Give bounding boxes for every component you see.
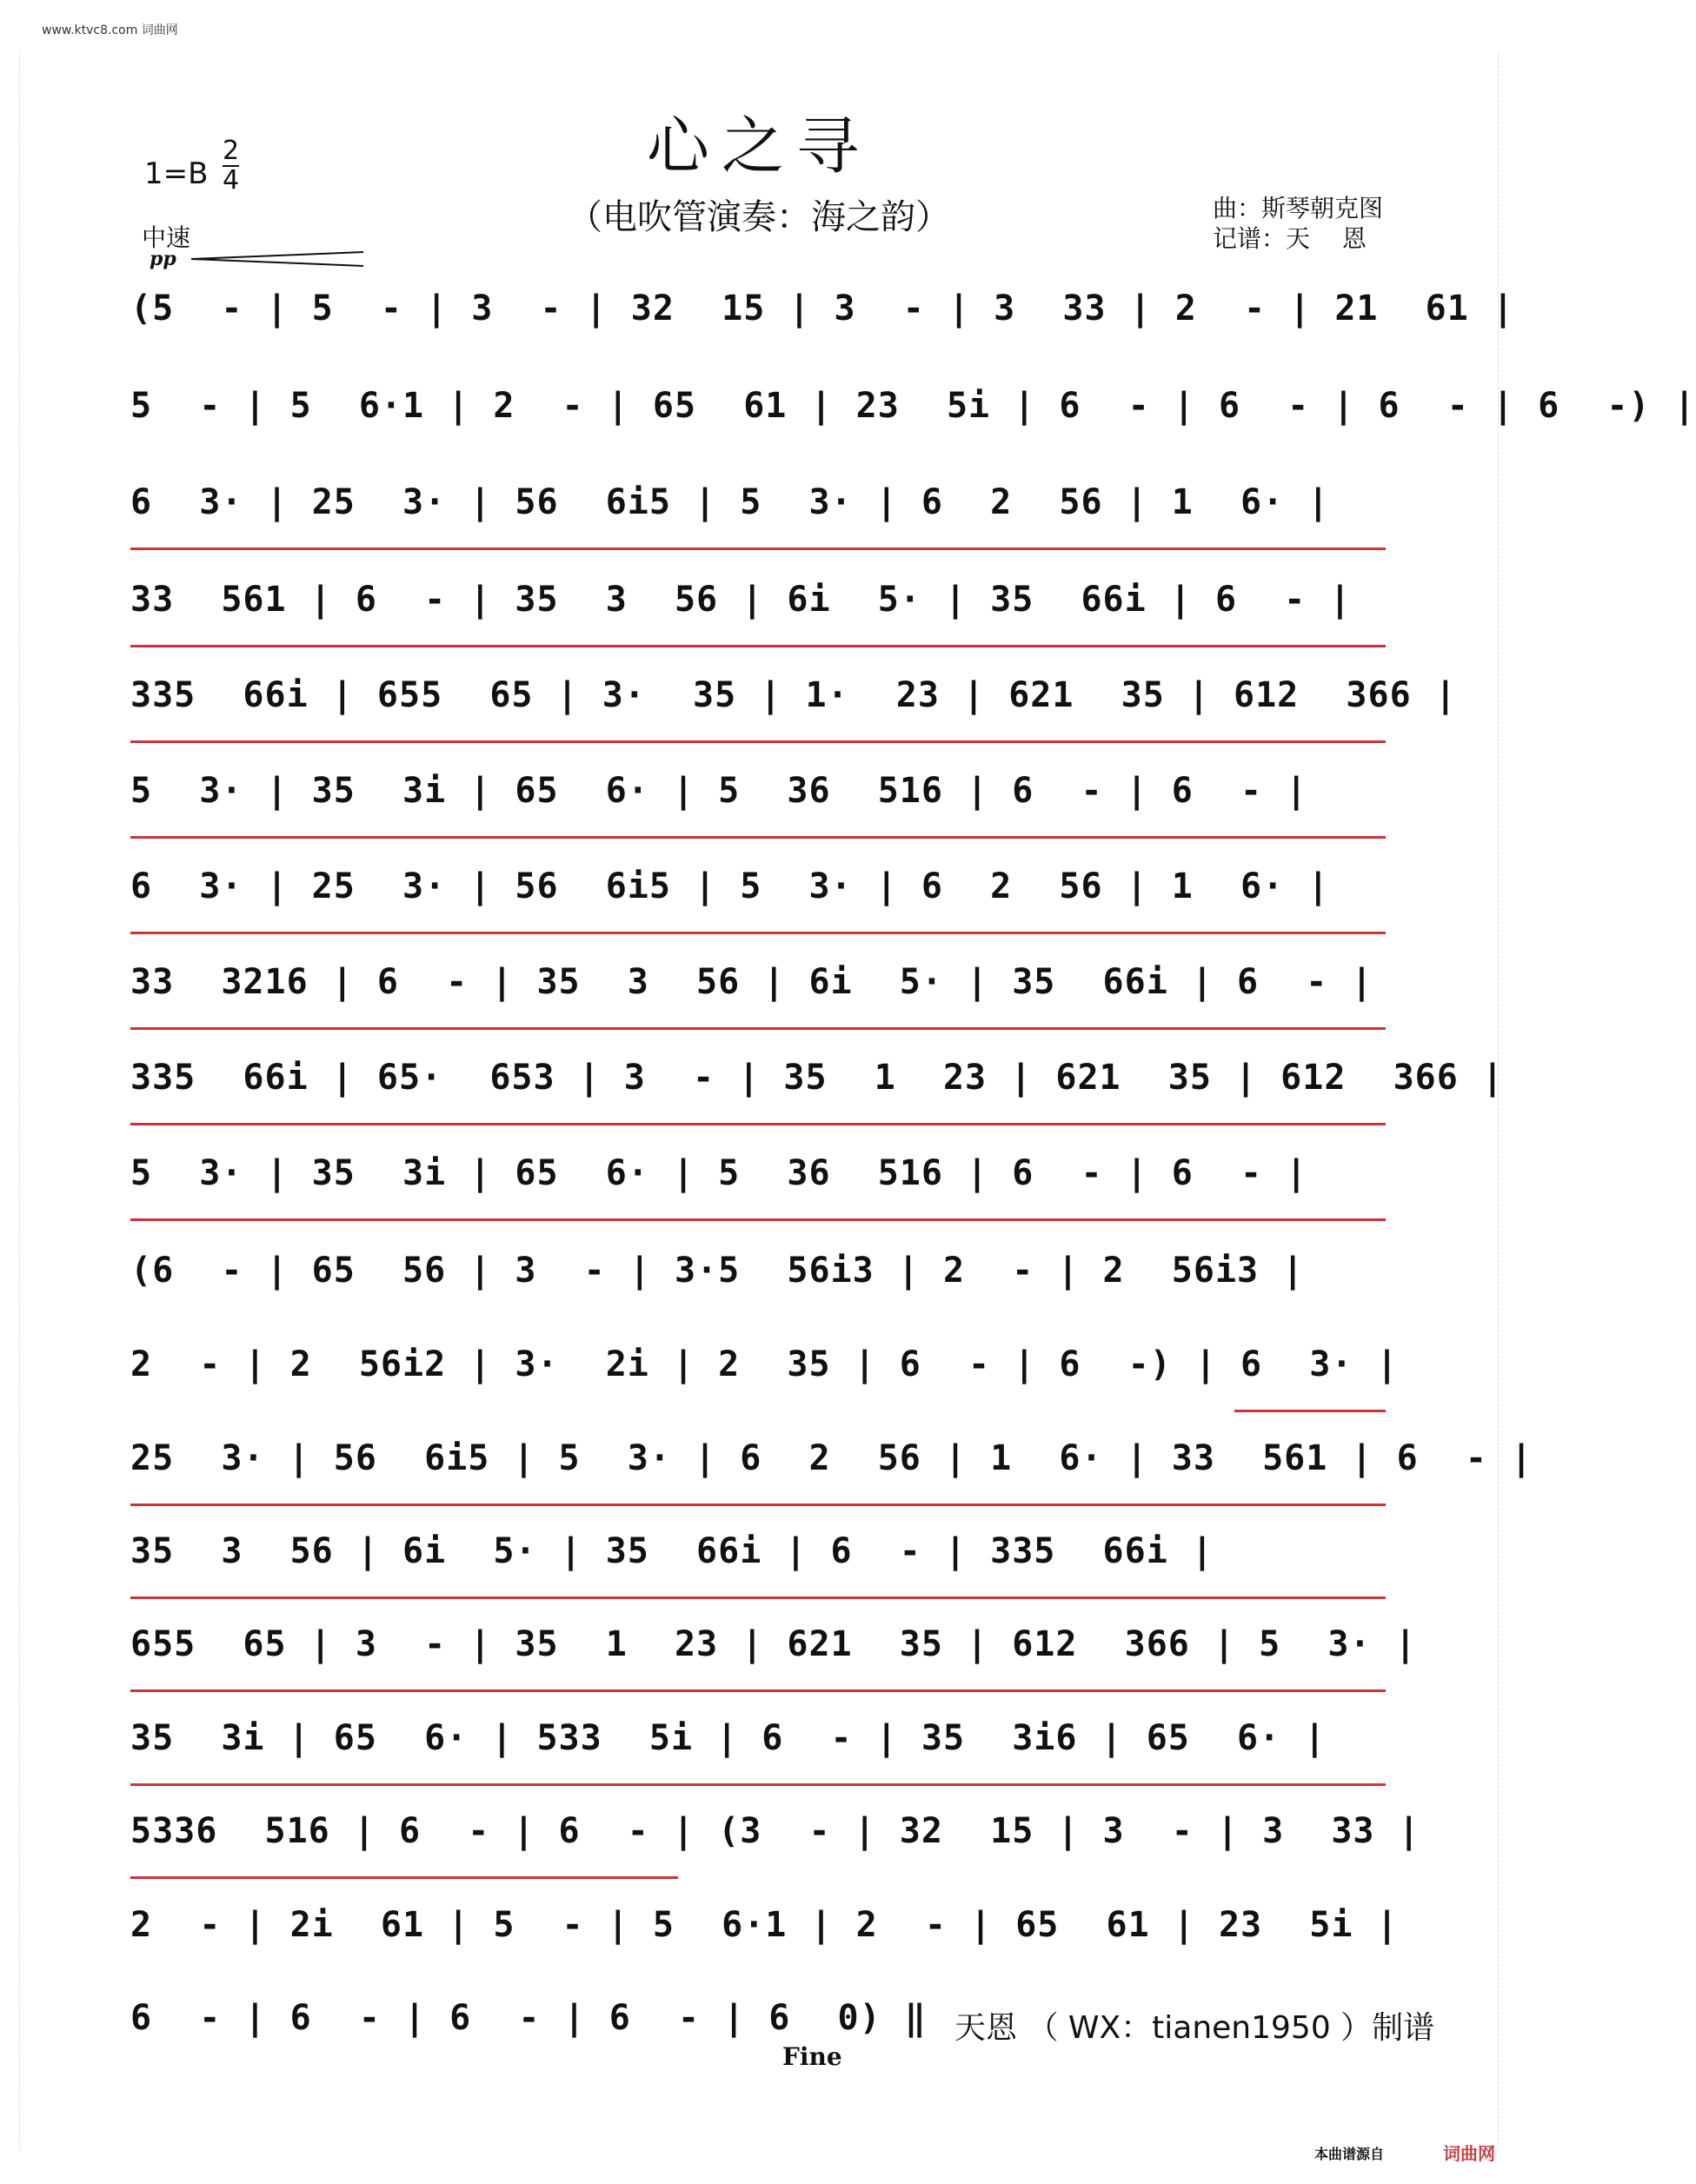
section-underline xyxy=(130,548,1386,550)
source-url: www.ktvc8.com 词曲网 xyxy=(42,23,178,37)
section-underline xyxy=(130,1876,678,1879)
score-line-notes: 2 - | 2 56i2 | 3· 2i | 2 35 | 6 - | 6 -) | 6 3· | xyxy=(130,1344,1399,1384)
score-line-notes: 5 3· | 35 3i | 65 6· | 5 36 516 | 6 - | 6 - | xyxy=(130,771,1308,811)
section-underline xyxy=(130,1597,1386,1599)
score-line-notes: 25 3· | 56 6i5 | 5 3· | 6 2 56 | 1 6· | 33 561 | 6 - | xyxy=(130,1438,1533,1478)
score-line-notes: 655 65 | 3 - | 35 1 23 | 621 35 | 612 366 | 5 3· | xyxy=(130,1624,1417,1664)
score-line-notes: (6 - | 65 56 | 3 - | 3·5 56i3 | 2 - | 2 56i3 | xyxy=(130,1251,1305,1291)
section-underline xyxy=(130,1123,1386,1125)
song-title: 心之寻 xyxy=(646,110,871,183)
left-margin-strip xyxy=(0,52,20,2149)
score-line-notes: 6 - | 6 - | 6 - | 6 - | 6 0) ‖ xyxy=(130,1998,927,2038)
brand-logo[interactable]: 词曲网 xyxy=(1443,2143,1495,2164)
time-signature xyxy=(223,137,239,195)
transcriber-credit: 记谱：天 恩 xyxy=(1213,224,1367,253)
score-line-notes: 5 - | 5 6·1 | 2 - | 65 61 | 23 5i | 6 - | 6 - | 6 - | 6 -) | xyxy=(130,386,1696,426)
score-line-notes: 335 66i | 655 65 | 3· 35 | 1· 23 | 621 35 | 612 366 | xyxy=(130,675,1457,715)
crescendo-hairpin xyxy=(191,250,365,268)
fine-marking: Fine xyxy=(782,2042,842,2071)
score-line-notes: 6 3· | 25 3· | 56 6i5 | 5 3· | 6 2 56 | 1 6· | xyxy=(130,482,1330,522)
section-underline xyxy=(130,1027,1386,1030)
score-line-notes: 6 3· | 25 3· | 56 6i5 | 5 3· | 6 2 56 | 1 6· | xyxy=(130,866,1330,906)
dynamic-marking: pp xyxy=(150,248,176,270)
score-line-notes: 33 561 | 6 - | 35 3 56 | 6i 5· | 35 66i | 6 - | xyxy=(130,580,1352,620)
score-line-notes: 35 3 56 | 6i 5· | 35 66i | 6 - | 335 66i | xyxy=(130,1531,1214,1571)
time-denominator: 4 xyxy=(223,165,240,196)
section-underline xyxy=(130,1783,1386,1786)
score-line-notes: 5336 516 | 6 - | 6 - | (3 - | 32 15 | 3 - | 3 33 | xyxy=(130,1811,1420,1851)
section-underline xyxy=(130,1504,1386,1506)
composer-credit: 曲：斯琴朝克图 xyxy=(1213,194,1384,222)
key-signature: 1=B xyxy=(144,156,209,191)
section-underline xyxy=(130,836,1386,839)
score-line-notes: 33 3216 | 6 - | 35 3 56 | 6i 5· | 35 66i | 6 - | xyxy=(130,962,1373,1002)
score-line-notes: (5 - | 5 - | 3 - | 32 15 | 3 - | 3 33 | 2 - | 21 61 | xyxy=(130,289,1515,329)
tempo-marking: 中速 xyxy=(142,223,191,252)
score-line-notes: 5 3· | 35 3i | 65 6· | 5 36 516 | 6 - | 6 - | xyxy=(130,1153,1308,1193)
score-line-notes: 2 - | 2i 61 | 5 - | 5 6·1 | 2 - | 65 61 | 23 5i | xyxy=(130,1905,1399,1945)
time-numerator: 2 xyxy=(223,136,240,166)
right-margin-strip xyxy=(1498,52,1518,2149)
section-underline xyxy=(130,1689,1386,1692)
section-underline xyxy=(1234,1410,1386,1412)
score-line-notes: 35 3i | 65 6· | 533 5i | 6 - | 35 3i6 | 65 6· | xyxy=(130,1718,1327,1758)
section-underline xyxy=(130,645,1386,647)
source-note: 本曲谱源自 xyxy=(1314,2146,1385,2162)
section-underline xyxy=(130,1218,1386,1221)
section-underline xyxy=(130,932,1386,934)
section-underline xyxy=(130,740,1386,743)
arranger-credit: 天恩 （ WX：tianen1950 ）制谱 xyxy=(954,2010,1435,2046)
score-line-notes: 335 66i | 65· 653 | 3 - | 35 1 23 | 621 35 | 612 366 | xyxy=(130,1058,1505,1098)
song-subtitle: （电吹管演奏：海之韵） xyxy=(568,197,950,237)
